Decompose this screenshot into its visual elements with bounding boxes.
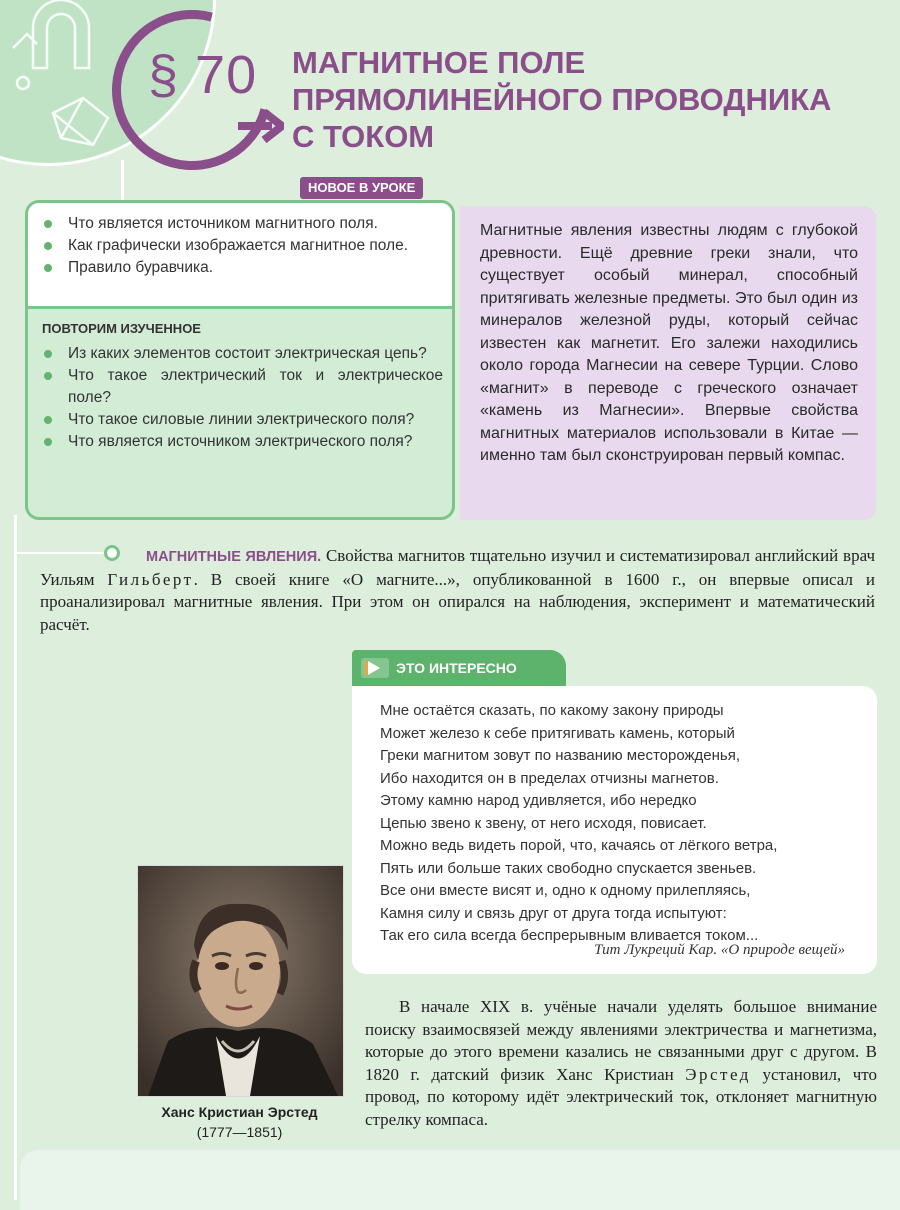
poem-line: Пять или больше таких свободно спускается звеньев. [380, 859, 757, 877]
title-line: МАГНИТНОЕ ПОЛЕ [292, 45, 586, 80]
oersted-paragraph [365, 996, 877, 1131]
new-in-lesson-badge: НОВОЕ В УРОКЕ [300, 177, 423, 199]
bottom-panel [20, 1150, 900, 1210]
page-title [292, 44, 872, 155]
review-heading: ПОВТОРИМ ИЗУЧЕННОЕ [42, 321, 201, 336]
poem-line: Этому камню народ удивляется, ибо нередко [380, 792, 697, 809]
new-in-lesson-panel [28, 203, 452, 309]
title-line: С ТОКОМ [292, 119, 435, 154]
oersted-portrait [137, 865, 344, 1097]
review-list [28, 343, 443, 453]
list-item: Правило буравчика. [28, 257, 443, 279]
list-item: Что является источником магнитного поля. [28, 213, 443, 235]
lesson-summary-box [25, 200, 455, 520]
poem-source: Тит Лукреций Кар. «О природе вещей» [594, 942, 845, 958]
intro-text-box: Магнитные явления известны людям с глубокой древности. Ещё древние греки знали, что существует особый минерал, способный притягивать железные предметы. Это был один из минералов железной руды, который сейчас известен как магнетит. Его залежи находились около города Магнесии на севере Турции. Слово «магнит» в переводе с греческого означает «камень из Магнесии». Впервые свойства магнитных материалов использовали в Китае — именно там был сконструирован первый компас. [460, 206, 876, 520]
interesting-tab [352, 650, 566, 686]
list-item: Из каких элементов состоит электрическая цепь? [28, 343, 443, 365]
paragraph-text: установил, что провод, по которому идёт электрический ток, отклоняет магнитную стрелку компаса. [365, 1064, 877, 1129]
new-in-lesson-list [28, 213, 443, 279]
poem-box [352, 686, 877, 974]
ring-arrow-icon [238, 108, 284, 148]
poem-lines [380, 700, 777, 948]
poem-line: Цепью звено к звену, от него исходя, повисает. [380, 814, 707, 832]
paragraph-text: . В своей книге «О магните...», опубликованной в 1600 г., он впервые описал и проанализировал магнитные явления. При этом он опирался на наблюдения, эксперимент и математический расчёт. [40, 569, 875, 634]
list-item: Что такое электрический ток и электрическое поле? [28, 365, 443, 409]
poem-line: Можно ведь видеть порой, что, качаясь от лёгкого ветра, [380, 837, 778, 854]
list-item: Что является источником электрического поля? [28, 431, 443, 453]
paragraph-text: В начале XIX в. учёные начали уделять большое внимание поиску взаимосвязей между явлениями электричества и магнетизма, которые до этого времени казались не связанными друг с другом. В 1820 г. датский физик Ханс Кристиан [365, 997, 877, 1084]
section-number: § 70 [148, 45, 258, 105]
title-line: ПРЯМОЛИНЕЙНОГО ПРОВОДНИКА [292, 82, 832, 117]
poem-line: Может железо к себе притягивать камень, который [380, 724, 735, 742]
paragraph-text: Свойства магнитов тщательно изучил и систематизировал английский врач Уильям [40, 546, 875, 589]
list-item: Что такое силовые линии электрического поля? [28, 409, 443, 431]
poem-line: Мне остаётся сказать, по какому закону природы [380, 702, 724, 719]
portrait-caption-name: Ханс Кристиан Эрстед [161, 1104, 318, 1120]
poem-line: Ибо находится он в пределах отчизны магнетов. [380, 769, 719, 787]
poem-line: Камня силу и связь друг от друга тогда испытуют: [380, 904, 727, 922]
decorative-line [14, 515, 17, 1200]
poem-line: Так его сила всегда беспрерывным вливается током... [380, 927, 759, 944]
person-name: Гильберт [107, 569, 194, 589]
poem-line: Все они вместе висят и, одно к одному прилепляясь, [380, 882, 751, 899]
portrait-caption-years: (1777—1851) [196, 1124, 283, 1140]
interesting-tab-label: ЭТО ИНТЕРЕСНО [396, 660, 517, 676]
list-item: Как графически изображается магнитное поле. [28, 235, 443, 257]
magnetic-phenomena-paragraph [40, 545, 875, 636]
poem-line: Греки магнитом зовут по названию месторожденья, [380, 747, 741, 764]
paragraph-lead: МАГНИТНЫЕ ЯВЛЕНИЯ. [146, 549, 322, 565]
arrow-icon [360, 657, 390, 679]
person-name: Эрстед [685, 1064, 751, 1084]
